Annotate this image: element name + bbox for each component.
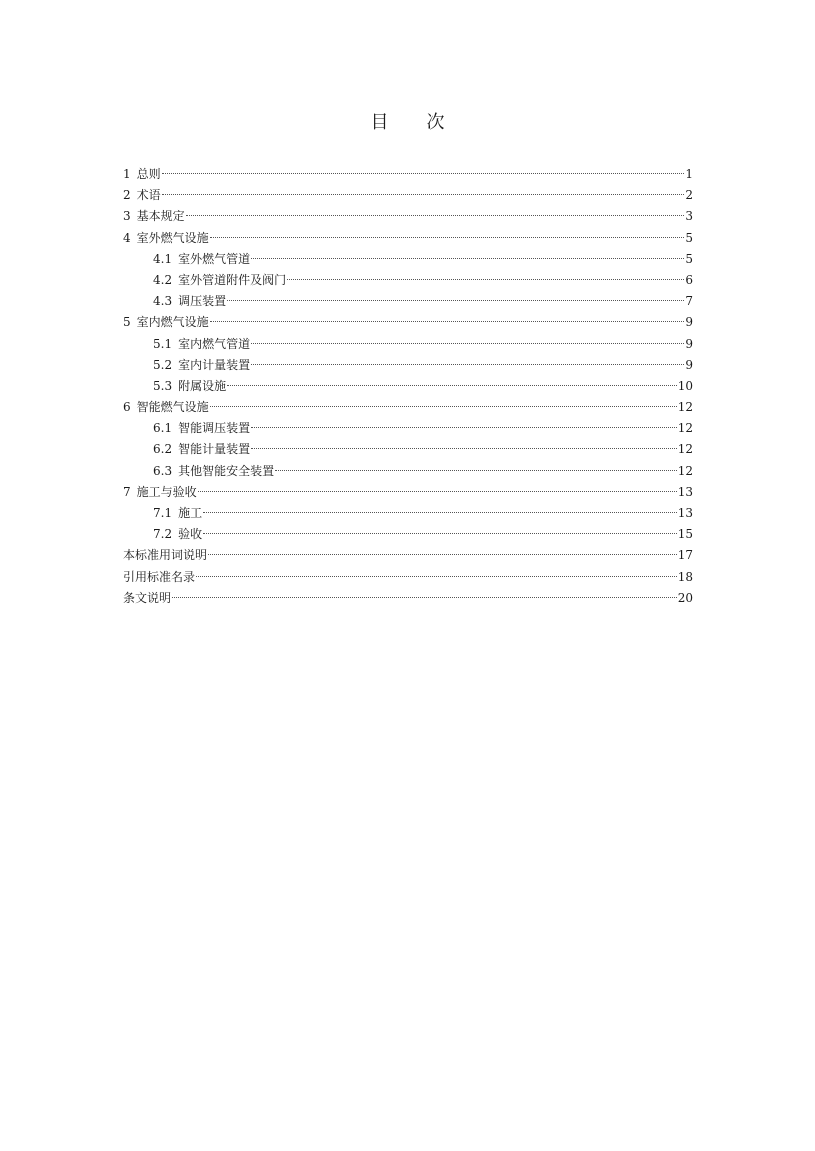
toc-entry-number: 6 [123,400,131,415]
toc-entry-page-number: 18 [677,569,693,584]
toc-entry-label: 施工与验收 [136,484,197,499]
toc-entry-number: 2 [123,188,131,203]
toc-entry-heading [153,334,250,355]
toc-entry[interactable] [123,228,693,249]
toc-entry[interactable] [123,503,693,524]
toc-entry-number: 6.2 [153,442,173,457]
toc-leader-dots [227,300,684,301]
toc-entry-page-number: 10 [677,378,693,393]
toc-leader-dots [196,576,677,577]
toc-entry[interactable] [123,355,693,376]
toc-entry-page-number: 7 [685,294,693,309]
toc-leader-dots [210,237,685,238]
toc-entry-page-number: 15 [677,527,693,542]
toc-entry-heading [123,545,207,566]
toc-leader-dots [162,194,685,195]
toc-entry-page-number: 5 [685,251,693,266]
toc-entry[interactable] [123,418,693,439]
toc-entry[interactable] [123,567,693,588]
toc-entry-label: 条文说明 [123,590,172,605]
toc-entry[interactable] [123,439,693,460]
toc-entry-label: 附属设施 [178,378,227,393]
toc-entry[interactable] [123,334,693,355]
toc-entry-label: 验收 [178,527,203,542]
toc-entry[interactable] [123,482,693,503]
toc-leader-dots [162,173,685,174]
toc-entry-heading [123,482,197,503]
toc-entry-number: 6.3 [153,463,173,478]
toc-entry-heading [123,588,171,609]
toc-entry-number: 5.3 [153,378,173,393]
toc-entry-heading [153,418,250,439]
toc-entry[interactable] [123,291,693,312]
toc-entry[interactable] [123,376,693,397]
toc-entry-page-number: 9 [685,315,693,330]
toc-entry-label: 智能调压装置 [178,421,251,436]
toc-entry-label: 智能燃气设施 [136,400,209,415]
toc-entry-page-number: 1 [685,167,693,181]
toc-entry-number: 4 [123,230,131,245]
title-char-2: 次 [426,112,445,133]
toc-entry-heading [153,524,202,545]
toc-entry[interactable] [123,545,693,566]
toc-leader-dots [275,470,677,471]
toc-leader-dots [203,512,677,513]
toc-entry-heading [153,461,274,482]
toc-entry-label: 智能计量装置 [178,442,251,457]
table-of-contents [123,164,693,609]
toc-entry-label: 室内计量装置 [178,357,251,372]
toc-entry-number: 5.2 [153,357,173,372]
toc-entry-heading [153,291,226,312]
toc-entry-page-number: 12 [677,400,693,415]
toc-entry-heading [123,397,209,418]
toc-entry-number: 4.1 [153,251,173,266]
toc-entry-label: 引用标准名录 [123,569,196,584]
toc-leader-dots [210,406,677,407]
toc-entry[interactable] [123,588,693,609]
toc-entry-label: 施工 [178,506,203,520]
toc-entry-number: 7.1 [153,506,173,520]
toc-entry-page-number: 12 [677,421,693,436]
toc-entry-heading [123,185,161,206]
toc-entry[interactable] [123,164,693,185]
toc-entry-number: 5 [123,315,131,330]
toc-leader-dots [251,448,677,449]
toc-entry-number: 6.1 [153,421,173,436]
toc-entry-page-number: 13 [677,484,693,499]
toc-entry[interactable] [123,461,693,482]
toc-leader-dots [208,554,677,555]
toc-entry-page-number: 9 [685,357,693,372]
toc-entry-label: 调压装置 [178,294,227,309]
toc-entry-label: 术语 [136,188,161,203]
page-title [0,108,815,134]
toc-entry[interactable] [123,185,693,206]
toc-entry-heading [123,228,209,249]
toc-leader-dots [251,427,677,428]
toc-entry[interactable] [123,397,693,418]
toc-entry-page-number: 9 [685,336,693,351]
title-char-1: 目 [370,112,389,133]
toc-entry-page-number: 2 [685,188,693,203]
toc-entry-number: 7.2 [153,527,173,542]
toc-entry-page-number: 13 [677,506,693,520]
toc-leader-dots [203,533,677,534]
toc-entry-label: 其他智能安全装置 [178,463,275,478]
toc-entry[interactable] [123,249,693,270]
toc-entry-heading [123,164,161,185]
toc-entry[interactable] [123,312,693,333]
toc-entry[interactable] [123,206,693,227]
toc-entry-number: 5.1 [153,336,173,351]
toc-entry-page-number: 12 [677,463,693,478]
toc-entry-number: 1 [123,167,131,181]
toc-entry-page-number: 3 [685,209,693,224]
toc-entry-heading [153,355,250,376]
toc-entry-heading [153,376,226,397]
toc-leader-dots [251,343,684,344]
toc-entry-label: 本标准用词说明 [123,548,208,563]
toc-entry-page-number: 17 [677,548,693,563]
toc-entry-page-number: 5 [685,230,693,245]
toc-entry[interactable] [123,270,693,291]
toc-entry-number: 7 [123,484,131,499]
toc-entry-number: 4.3 [153,294,173,309]
toc-entry-label: 室内燃气管道 [178,336,251,351]
toc-entry-number: 4.2 [153,272,173,287]
toc-leader-dots [287,279,684,280]
toc-entry-label: 室外燃气管道 [178,251,251,266]
toc-entry-heading [123,567,195,588]
toc-entry-heading [153,249,250,270]
toc-entry-heading [153,503,202,524]
toc-entry-label: 总则 [136,167,161,181]
toc-entry-heading [153,439,250,460]
toc-leader-dots [198,491,677,492]
toc-entry-label: 室外燃气设施 [136,230,209,245]
toc-entry-heading [153,270,286,291]
toc-entry-heading [123,312,209,333]
toc-entry-page-number: 20 [677,590,693,605]
toc-leader-dots [251,364,684,365]
toc-entry-label: 室内燃气设施 [136,315,209,330]
toc-entry-heading [123,206,185,227]
toc-leader-dots [186,215,685,216]
toc-leader-dots [251,258,684,259]
toc-entry-page-number: 12 [677,442,693,457]
toc-leader-dots [172,597,677,598]
toc-entry-label: 室外管道附件及阀门 [178,272,287,287]
toc-leader-dots [210,321,685,322]
toc-entry-label: 基本规定 [136,209,185,224]
toc-entry-number: 3 [123,209,131,224]
toc-entry[interactable] [123,524,693,545]
toc-entry-page-number: 6 [685,272,693,287]
toc-leader-dots [227,385,677,386]
